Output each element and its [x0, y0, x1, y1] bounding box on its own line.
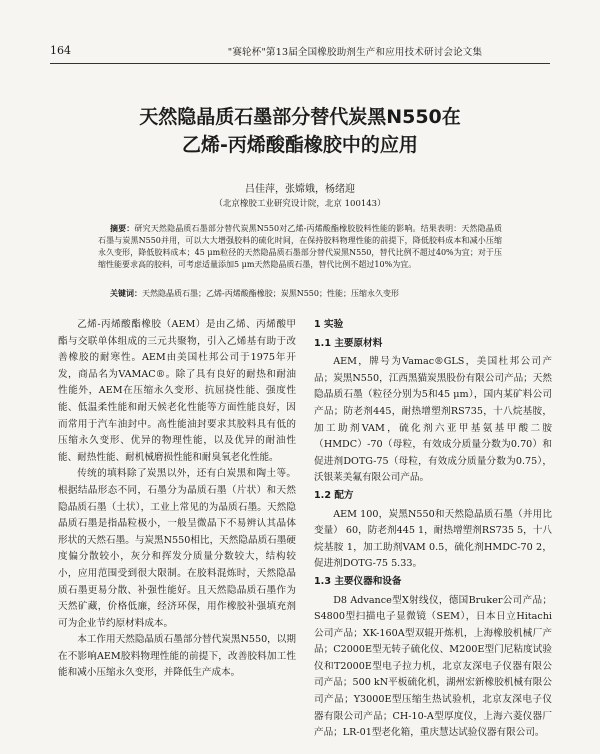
subsection-heading-formula: 1.2 配方 [314, 489, 354, 501]
intro-paragraph-3: 本工作用天然隐晶质石墨部分替代炭黑N550，以期在不影响AEM胶料物理性能的前提下，改善胶料加工性能和减小压缩永久变形，并降低生产成本。 [58, 634, 296, 679]
article-title [50, 103, 550, 159]
page-number: 164 [50, 44, 71, 57]
title-line-1: 天然隐晶质石墨部分替代炭黑N550在 [139, 106, 461, 128]
keywords [98, 287, 502, 300]
intro-paragraph-2: 传统的填料除了炭黑以外，还有白炭黑和陶土等。根据结晶形态不同，石墨分为晶质石墨（片状）和天然隐晶质石墨（土状），工业上常见的为晶质石墨。天然隐晶质石墨是指晶粒极小，一般呈微晶下不易辨认其晶体形状的天然石墨。与炭黑N550相比，天然隐晶质石墨硬度偏分散较小，灰分和挥发分质量分数较大，结构较小，应用范围受到很大限制。在胶料混炼时，天然隐晶质石墨更易分散、补强性能好。且天然隐晶质石墨作为天然矿藏，价格低廉，经济环保，用作橡胶补强填充剂可为企业节约原材料成本。 [58, 468, 296, 629]
keywords-label: 关键词： [110, 288, 142, 298]
section-heading-experiment: 1 实验 [314, 319, 344, 330]
formula-paragraph: AEM 100，炭黑N550和天然隐晶质石墨（并用比变量） 60，防老剂445 1，耐热增塑剂RS735 5，十八烷基胺 1，加工助剂VAM 0.5，硫化剂HMDC-70 2，促进剂DOTG-75 5.33。 [314, 508, 552, 570]
subsection-heading-instruments: 1.3 主要仪器和设备 [314, 575, 402, 587]
abstract-text: 研究天然隐晶质石墨部分替代炭黑N550对乙烯-丙烯酸酯橡胶胶料性能的影响。结果表明：天然隐晶质石墨与炭黑N550并用，可以大大增强胶料的硫化时间，在保持胶料物理性能的前提下，降低胶料成本和减小压缩永久变形，降低胶料成本；45 μm粒径的天然隐晶质石墨部分替代炭黑N550，替代比例不超过40%为宜；对于压缩性能要求高的胶料，可考虑适量添加5 μm天然隐晶质石墨，替代比例不超过10%为宜。 [98, 224, 503, 269]
materials-paragraph: AEM，牌号为Vamac®GLS，美国杜邦公司产品；炭黑N550，江西黑猫炭黑股份有限公司产品；天然隐晶质石墨（粒径分别为5和45 μm），国内某矿料公司产品；防老剂445，耐热增塑剂RS735，十八烷基胺，加工助剂VAM，硫化剂六亚甲基氨基甲酸二胺（HMDC）-70（母粒，有效成分质量分数为0.70）和促进剂DOTG-75（母粒，有效成分质量分数为0.75），沃银莱美氟有限公司产品。 [314, 356, 552, 484]
instruments-paragraph: D8 Advance型X射线仪，德国Bruker公司产品；S4800型扫描电子显微镜（SEM），日本日立Hitachi公司产品；XK-160A型双辊开炼机，上海橡胶机械厂产品；C2000E型无转子硫化仪、M200E型门尼粘度试验仪和T2000E型电子拉力机，北京友深电子仪器有限公司产品；500 kN平板硫化机，湖州宏新橡胶机械有限公司产品；Y3000E型压缩生热试验机，北京友深电子仪器有限公司产品；CH-10-A型厚度仪，上海六菱仪器厂产品；LR-01型老化箱，重庆慧达试验仪器有限公司。 [314, 594, 552, 739]
left-column [58, 317, 296, 682]
abstract [98, 222, 502, 271]
authors: 吕佳萍，张嫦娥，杨绪迎 [245, 184, 355, 195]
affiliation: （北京橡胶工业研究设计院，北京 100143） [214, 199, 386, 209]
keywords-text: 天然隐晶质石墨；乙烯-丙烯酸酯橡胶；炭黑N550；性能；压缩永久变形 [142, 289, 399, 298]
intro-paragraph-1: 乙烯-丙烯酸酯橡胶（AEM）是由乙烯、丙烯酸甲酯与交联单体组成的三元共聚物，引入乙烯基有助于改善橡胶的耐寒性。AEM由美国杜邦公司于1975年开发，商品名为VAMAC®。除了具有良好的耐热和耐油性能外，AEM在压缩永久变形、抗屈挠性能、强度性能、低温柔性能和耐天候老化性能等方面性能良好，因而常用于汽车油封中。高性能油封要求其胶料具有低的压缩永久变形、优异的物理性能，以及优异的耐油性能、耐热性能、耐机械磨损性能和耐臭氧老化性能。 [58, 319, 296, 463]
right-column [314, 317, 552, 742]
running-header: "赛轮杯"第13届全国橡胶助剂生产和应用技术研讨会论文集 [227, 47, 483, 58]
abstract-label: 摘要： [110, 223, 135, 233]
title-line-2: 乙烯-丙烯酸酯橡胶中的应用 [182, 134, 418, 156]
header-divider [50, 63, 550, 64]
subsection-heading-materials: 1.1 主要原材料 [314, 337, 383, 349]
